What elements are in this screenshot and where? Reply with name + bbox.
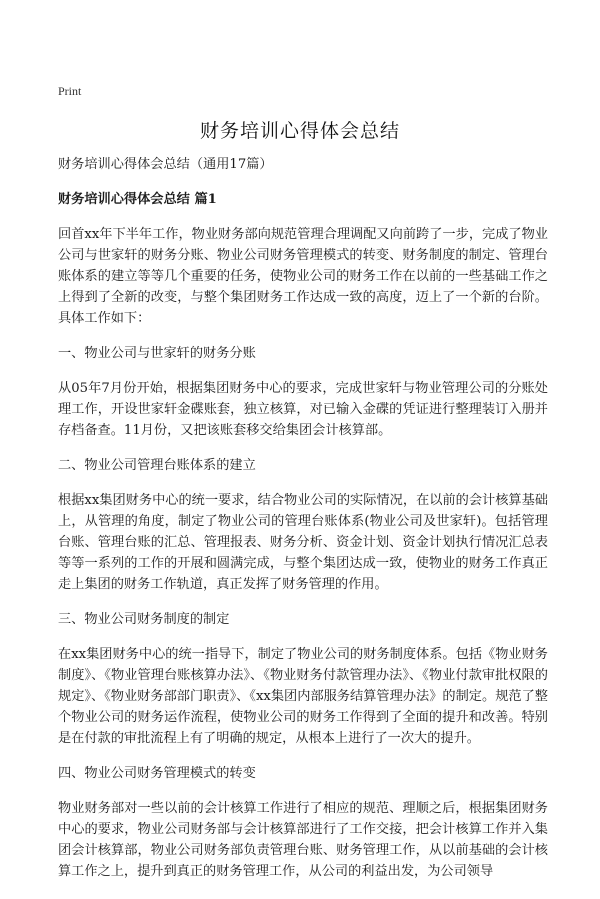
document-body — [58, 154, 548, 896]
document-subtitle: 财务培训心得体会总结（通用17篇） — [58, 157, 273, 172]
section-heading-1: 一、物业公司与世家轩的财务分账 — [58, 346, 256, 361]
paragraph-section-1: 从05年7月份开始，根据集团财务中心的要求，完成世家轩与物业管理公司的分账处理工作，开设世家轩金碟账套，独立核算，对已输入金碟的凭证进行整理装订入册并存档备查。11月份，又把该账套移交给集团会计核算部。 — [58, 381, 548, 438]
paragraph-intro: 回首xx年下半年工作，物业财务部向规范管理合理调配又向前跨了一步，完成了物业公司与世家轩的财务分账、物业公司财务管理模式的转变、财务制度的制定、管理台账体系的建立等等几个重要的任务，使物业公司的财务工作在以前的一些基础工作之上得到了全新的改变，与整个集团财务工作达成一致的高度，迈上了一个新的台阶。具体工作如下： — [58, 227, 548, 326]
paragraph-section-4: 物业财务部对一些以前的会计核算工作进行了相应的规范、理顺之后，根据集团财务中心的要求，物业公司财务部与会计核算部进行了工作交接，把会计核算工作并入集团会计核算部，物业公司财务部负责管理台账、财务管理工作，从以前基础的会计核算工作之上，提升到真正的财务管理工作，从公司的利益出发，为公司领导 — [58, 801, 548, 879]
article-heading: 财务培训心得体会总结 篇1 — [58, 192, 217, 207]
page-title: 财务培训心得体会总结 — [199, 120, 400, 142]
section-heading-3: 三、物业公司财务制度的制定 — [58, 612, 230, 627]
paragraph-section-2: 根据xx集团财务中心的统一要求，结合物业公司的实际情况，在以前的会计核算基础上，从管理的角度，制定了物业公司的管理台账体系(物业公司及世家轩)。包括管理台账、管理台账的汇总、管理报表、财务分析、资金计划、资金计划执行情况汇总表等等一系列的工作的开展和圆满完成，与整个集团达成一致，使物业的财务工作真正走上集团的财务工作轨道，真正发挥了财务管理的作用。 — [58, 493, 548, 592]
section-heading-2: 二、物业公司管理台账体系的建立 — [58, 458, 256, 473]
print-link[interactable]: Print — [58, 84, 82, 98]
section-heading-4: 四、物业公司财务管理模式的转变 — [58, 766, 256, 781]
paragraph-section-3: 在xx集团财务中心的统一指导下，制定了物业公司的财务制度体系。包括《物业财务制度》、《物业管理台账核算办法》、《物业财务付款管理办法》、《物业付款审批权限的规定》、《物业财务部部门职责》、《xx集团内部服务结算管理办法》的制定。规范了整个物业公司的财务运作流程，使物业公司的财务工作得到了全面的提升和改善。特别是在付款的审批流程上有了明确的规定，从根本上进行了一次大的提升。 — [58, 647, 548, 746]
